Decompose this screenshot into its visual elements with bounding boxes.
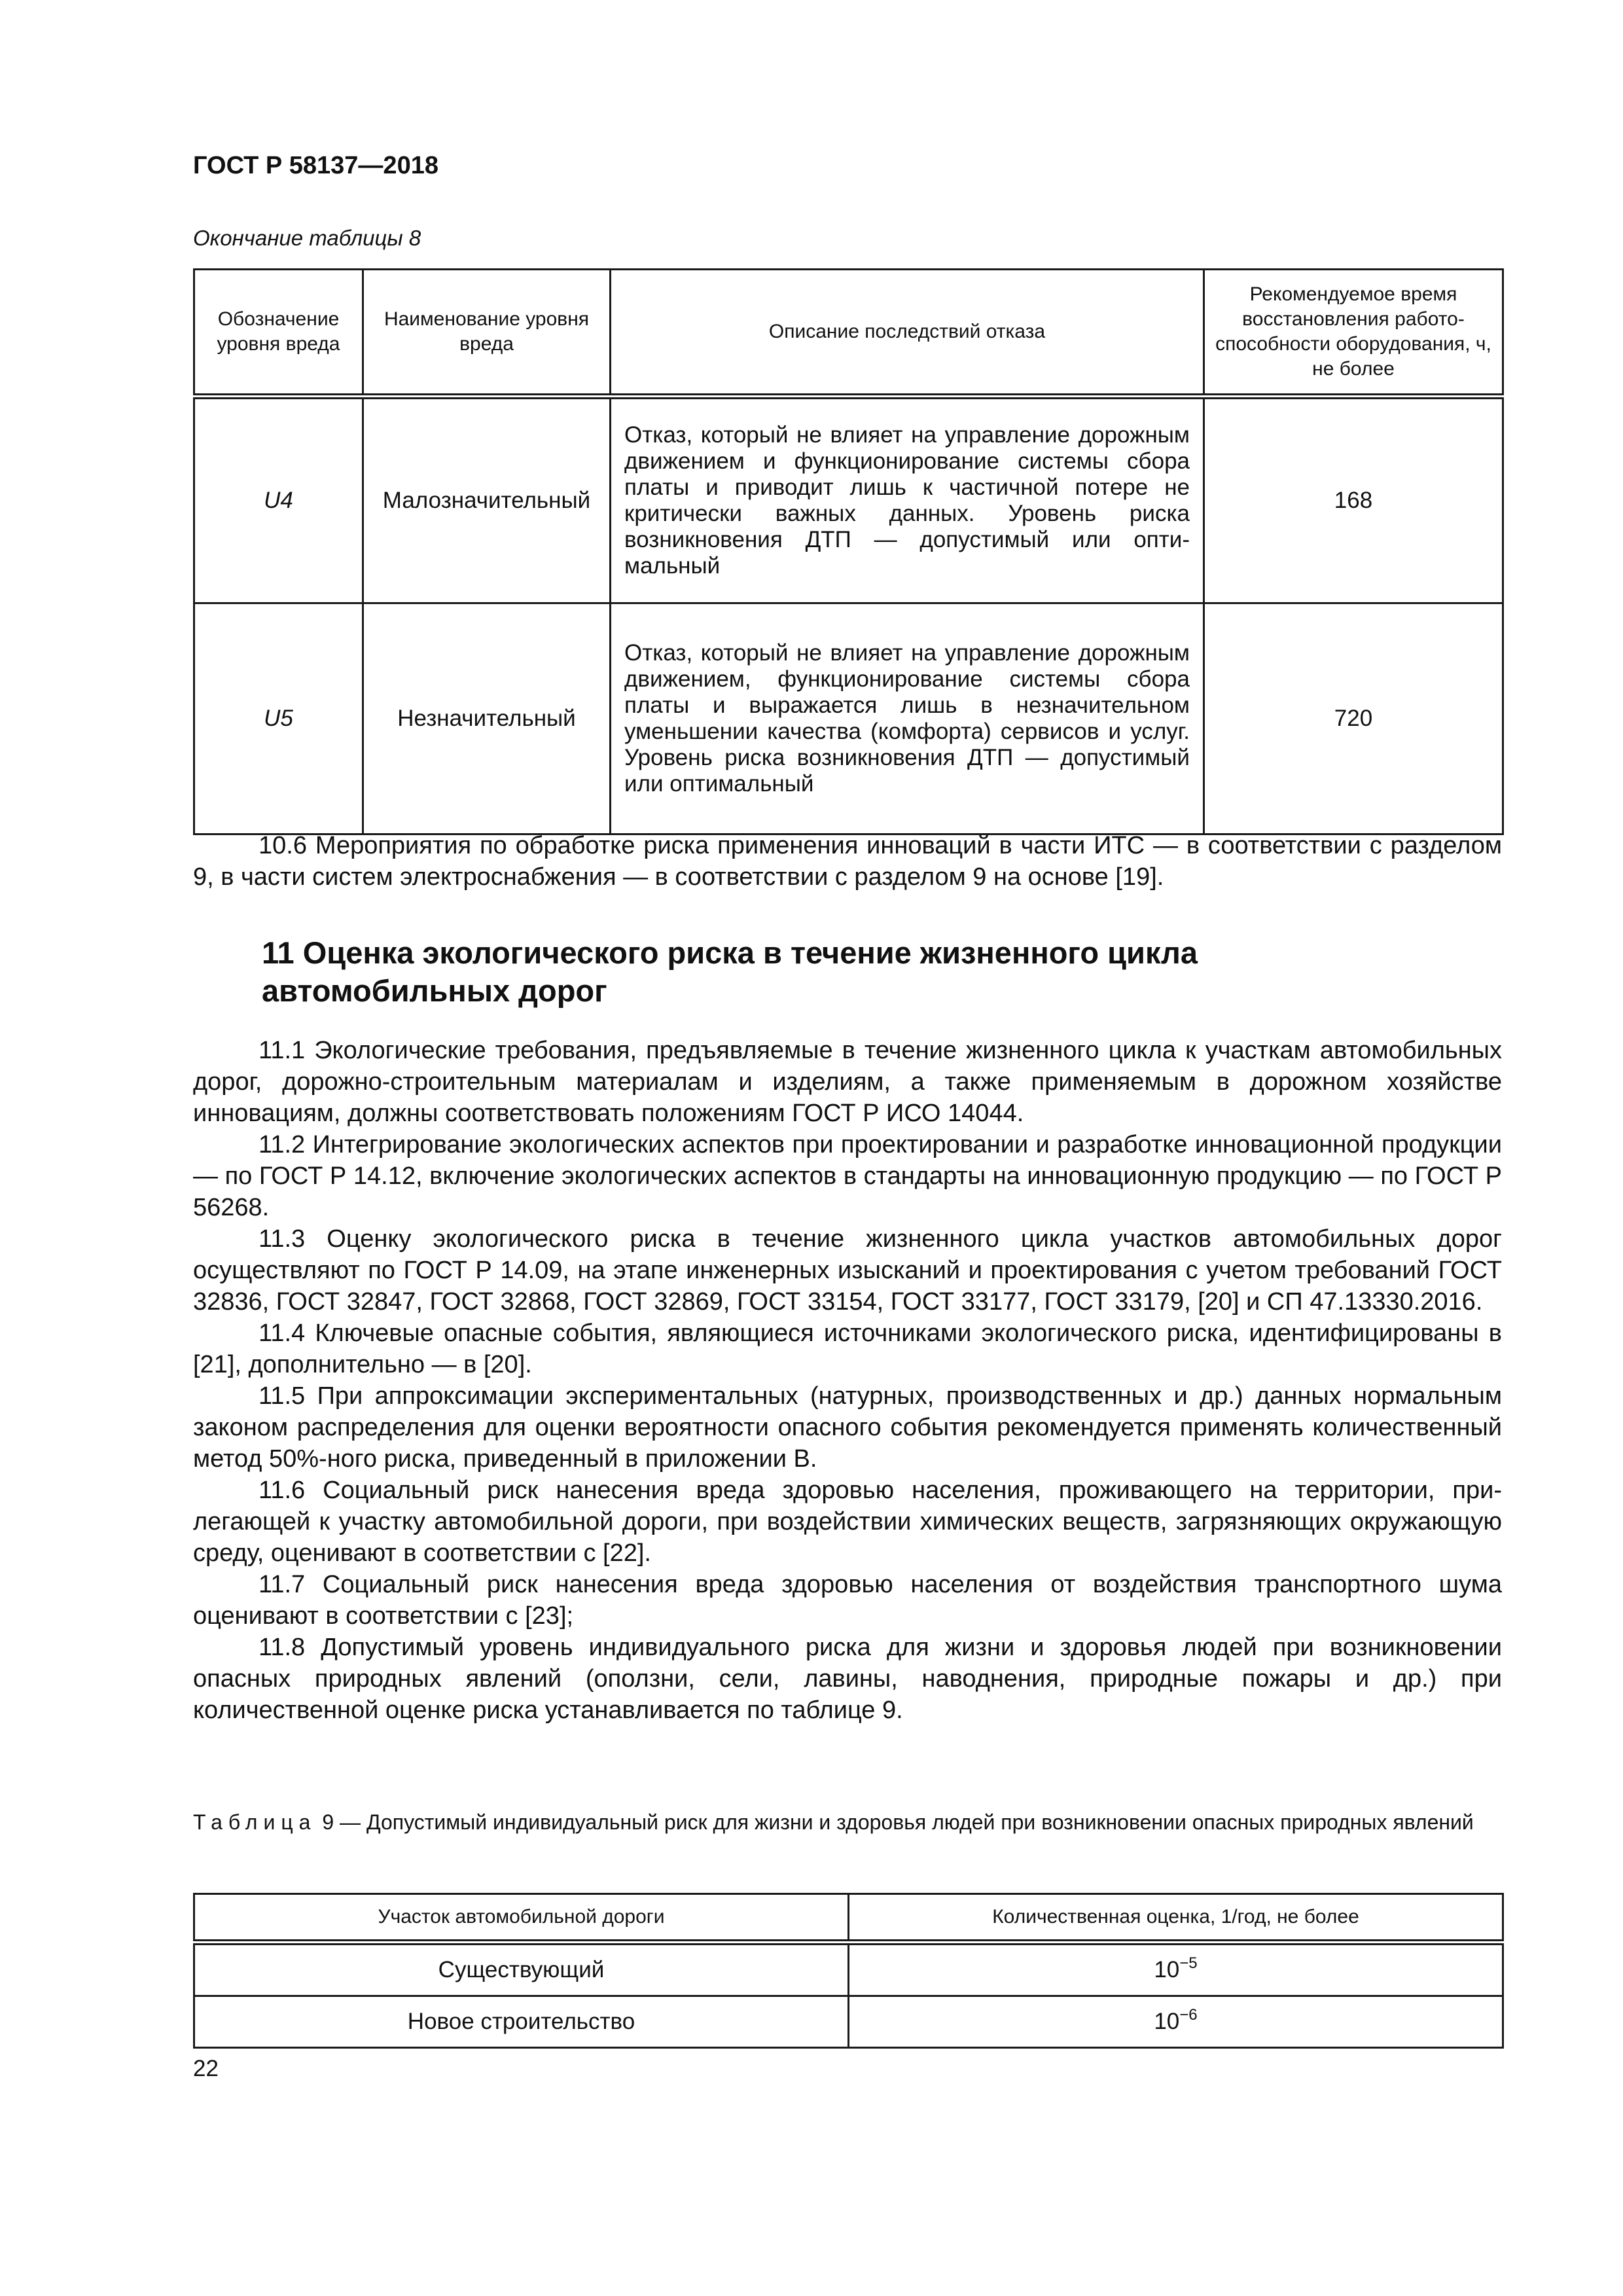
risk-value xyxy=(849,1943,1503,1996)
road-section: Существующий xyxy=(194,1943,849,1996)
table-row xyxy=(194,1996,1503,2048)
table9-header-estimate: Количественная оценка, 1/год, не более xyxy=(849,1894,1503,1943)
page-number: 22 xyxy=(193,2056,219,2081)
paragraph-11-3: 11.3 Оценку экологического риска в течение жизненного цикла участков автомобильных дорог осуществляют по ГОСТ Р 14.09, на этапе инженерных изысканий и проектирования с учетом требований ГОСТ 32836, ГОСТ 32847, ГОСТ 32868, ГОСТ 32869, ГОСТ 33154, ГОСТ 33177, ГОСТ 33179, [20] и СП 47.13330.2016. xyxy=(193,1225,1502,1316)
paragraph-11-4: 11.4 Ключевые опасные события, являющиеся источниками экологического риска, идентифицированы в [21], дополнительно — в [20]. xyxy=(193,1319,1502,1378)
table9-header-row xyxy=(194,1894,1503,1943)
failure-description: Отказ, который не влияет на управление дорожным движением и функционирование системы сбора платы и приводит лишь к частичной потере не критически важных данных. Уровень риска возникновения ДТП — допустимый или оптимальный xyxy=(611,397,1204,603)
paragraph-11-2: 11.2 Интегрирование экологических аспектов при проектировании и разработке инновационной продукции — по ГОСТ Р 14.12, включение экологических аспектов в стандарты на инновационную продукцию — по ГОСТ Р 56268. xyxy=(193,1131,1502,1221)
risk-exponent: −6 xyxy=(1179,2006,1198,2024)
paragraph-11-7: 11.7 Социальный риск нанесения вреда здоровью населения от воздействия транспортного шума оценивают в соответствии с [23]; xyxy=(193,1571,1502,1630)
paragraph-10-6: 10.6 Мероприятия по обработке риска применения инноваций в части ИТС — в соответствии с разделом 9, в части систем электроснабжения — в соответствии с разделом 9 на основе [19]. xyxy=(193,832,1502,891)
paragraph-11-6: 11.6 Социальный риск нанесения вреда здоровью населения, проживающего на территории, прилегающей к участку автомобильной дороги, при воздействии химических веществ, загрязняющих окружающую среду, оценивают в соответствии с [22]. xyxy=(193,1477,1502,1567)
recovery-hours: 720 xyxy=(1204,603,1503,834)
harm-code: U4 xyxy=(194,397,363,603)
table9-caption xyxy=(193,1808,1502,1837)
table-row xyxy=(194,397,1503,603)
table-9 xyxy=(193,1893,1504,2049)
road-section: Новое строительство xyxy=(194,1996,849,2048)
risk-exponent: −5 xyxy=(1179,1954,1198,1972)
standard-code: ГОСТ Р 58137—2018 xyxy=(193,152,438,179)
section-11-body xyxy=(193,1035,1502,1726)
section-11-heading: 11 Оценка экологического риска в течение жизненного цикла автомобильных дорог xyxy=(262,935,1198,1008)
table8-header-level: Наименование уровня вреда xyxy=(363,270,611,397)
harm-code: U5 xyxy=(194,603,363,834)
table9-label: Таблица xyxy=(193,1810,317,1834)
table-row xyxy=(194,1943,1503,1996)
risk-value xyxy=(849,1996,1503,2048)
paragraph-10-6-block xyxy=(193,830,1502,893)
harm-level: Незначительный xyxy=(363,603,611,834)
harm-level: Малозначительный xyxy=(363,397,611,603)
paragraph-11-5: 11.5 При аппроксимации экспериментальных (натурных, производственных и др.) данных нормальным законом распределения для оценки вероятности опасного события рекомендуется применять количественный метод 50%-ного риска, приведенный в приложении В. xyxy=(193,1382,1502,1473)
recovery-hours: 168 xyxy=(1204,397,1503,603)
table-8 xyxy=(193,268,1504,835)
table8-header-description: Описание последствий отказа xyxy=(611,270,1204,397)
table-row xyxy=(194,603,1503,834)
table8-header-code: Обозначение уровня вреда xyxy=(194,270,363,397)
table9-header-section: Участок автомобильной дороги xyxy=(194,1894,849,1943)
risk-base: 10 xyxy=(1154,1957,1180,1982)
table8-continuation-caption: Окончание таблицы 8 xyxy=(193,226,421,250)
table8-header-row xyxy=(194,270,1503,397)
failure-description: Отказ, который не влияет на управление дорожным движением, функционирование системы сбора платы и выражается лишь в незначительном уменьшении качества (комфорта) сервисов и услуг. Уровень риска возникновения ДТП — допустимый или оптимальный xyxy=(611,603,1204,834)
paragraph-11-8: 11.8 Допустимый уровень индивидуального риска для жизни и здоровья людей при возникновении опасных природных явлений (оползни, сели, лавины, наводнения, природные пожары и др.) при количественной оценке риска устанавливается по таблице 9. xyxy=(193,1634,1502,1724)
paragraph-11-1: 11.1 Экологические требования, предъявляемые в течение жизненного цикла к участкам автомобильных дорог, дорожно-строительным материалам и изделиям, а также применяемым в дорожном хозяйстве инновациям, должны соответствовать положениям ГОСТ Р ИСО 14044. xyxy=(193,1037,1502,1127)
table9-caption-text: 9 — Допустимый индивидуальный риск для жизни и здоровья людей при возникновении опасных природных явлений xyxy=(322,1810,1474,1834)
risk-base: 10 xyxy=(1154,2009,1180,2034)
table8-header-hours: Рекомендуемое время восстановления работоспособности оборудования, ч, не более xyxy=(1204,270,1503,397)
